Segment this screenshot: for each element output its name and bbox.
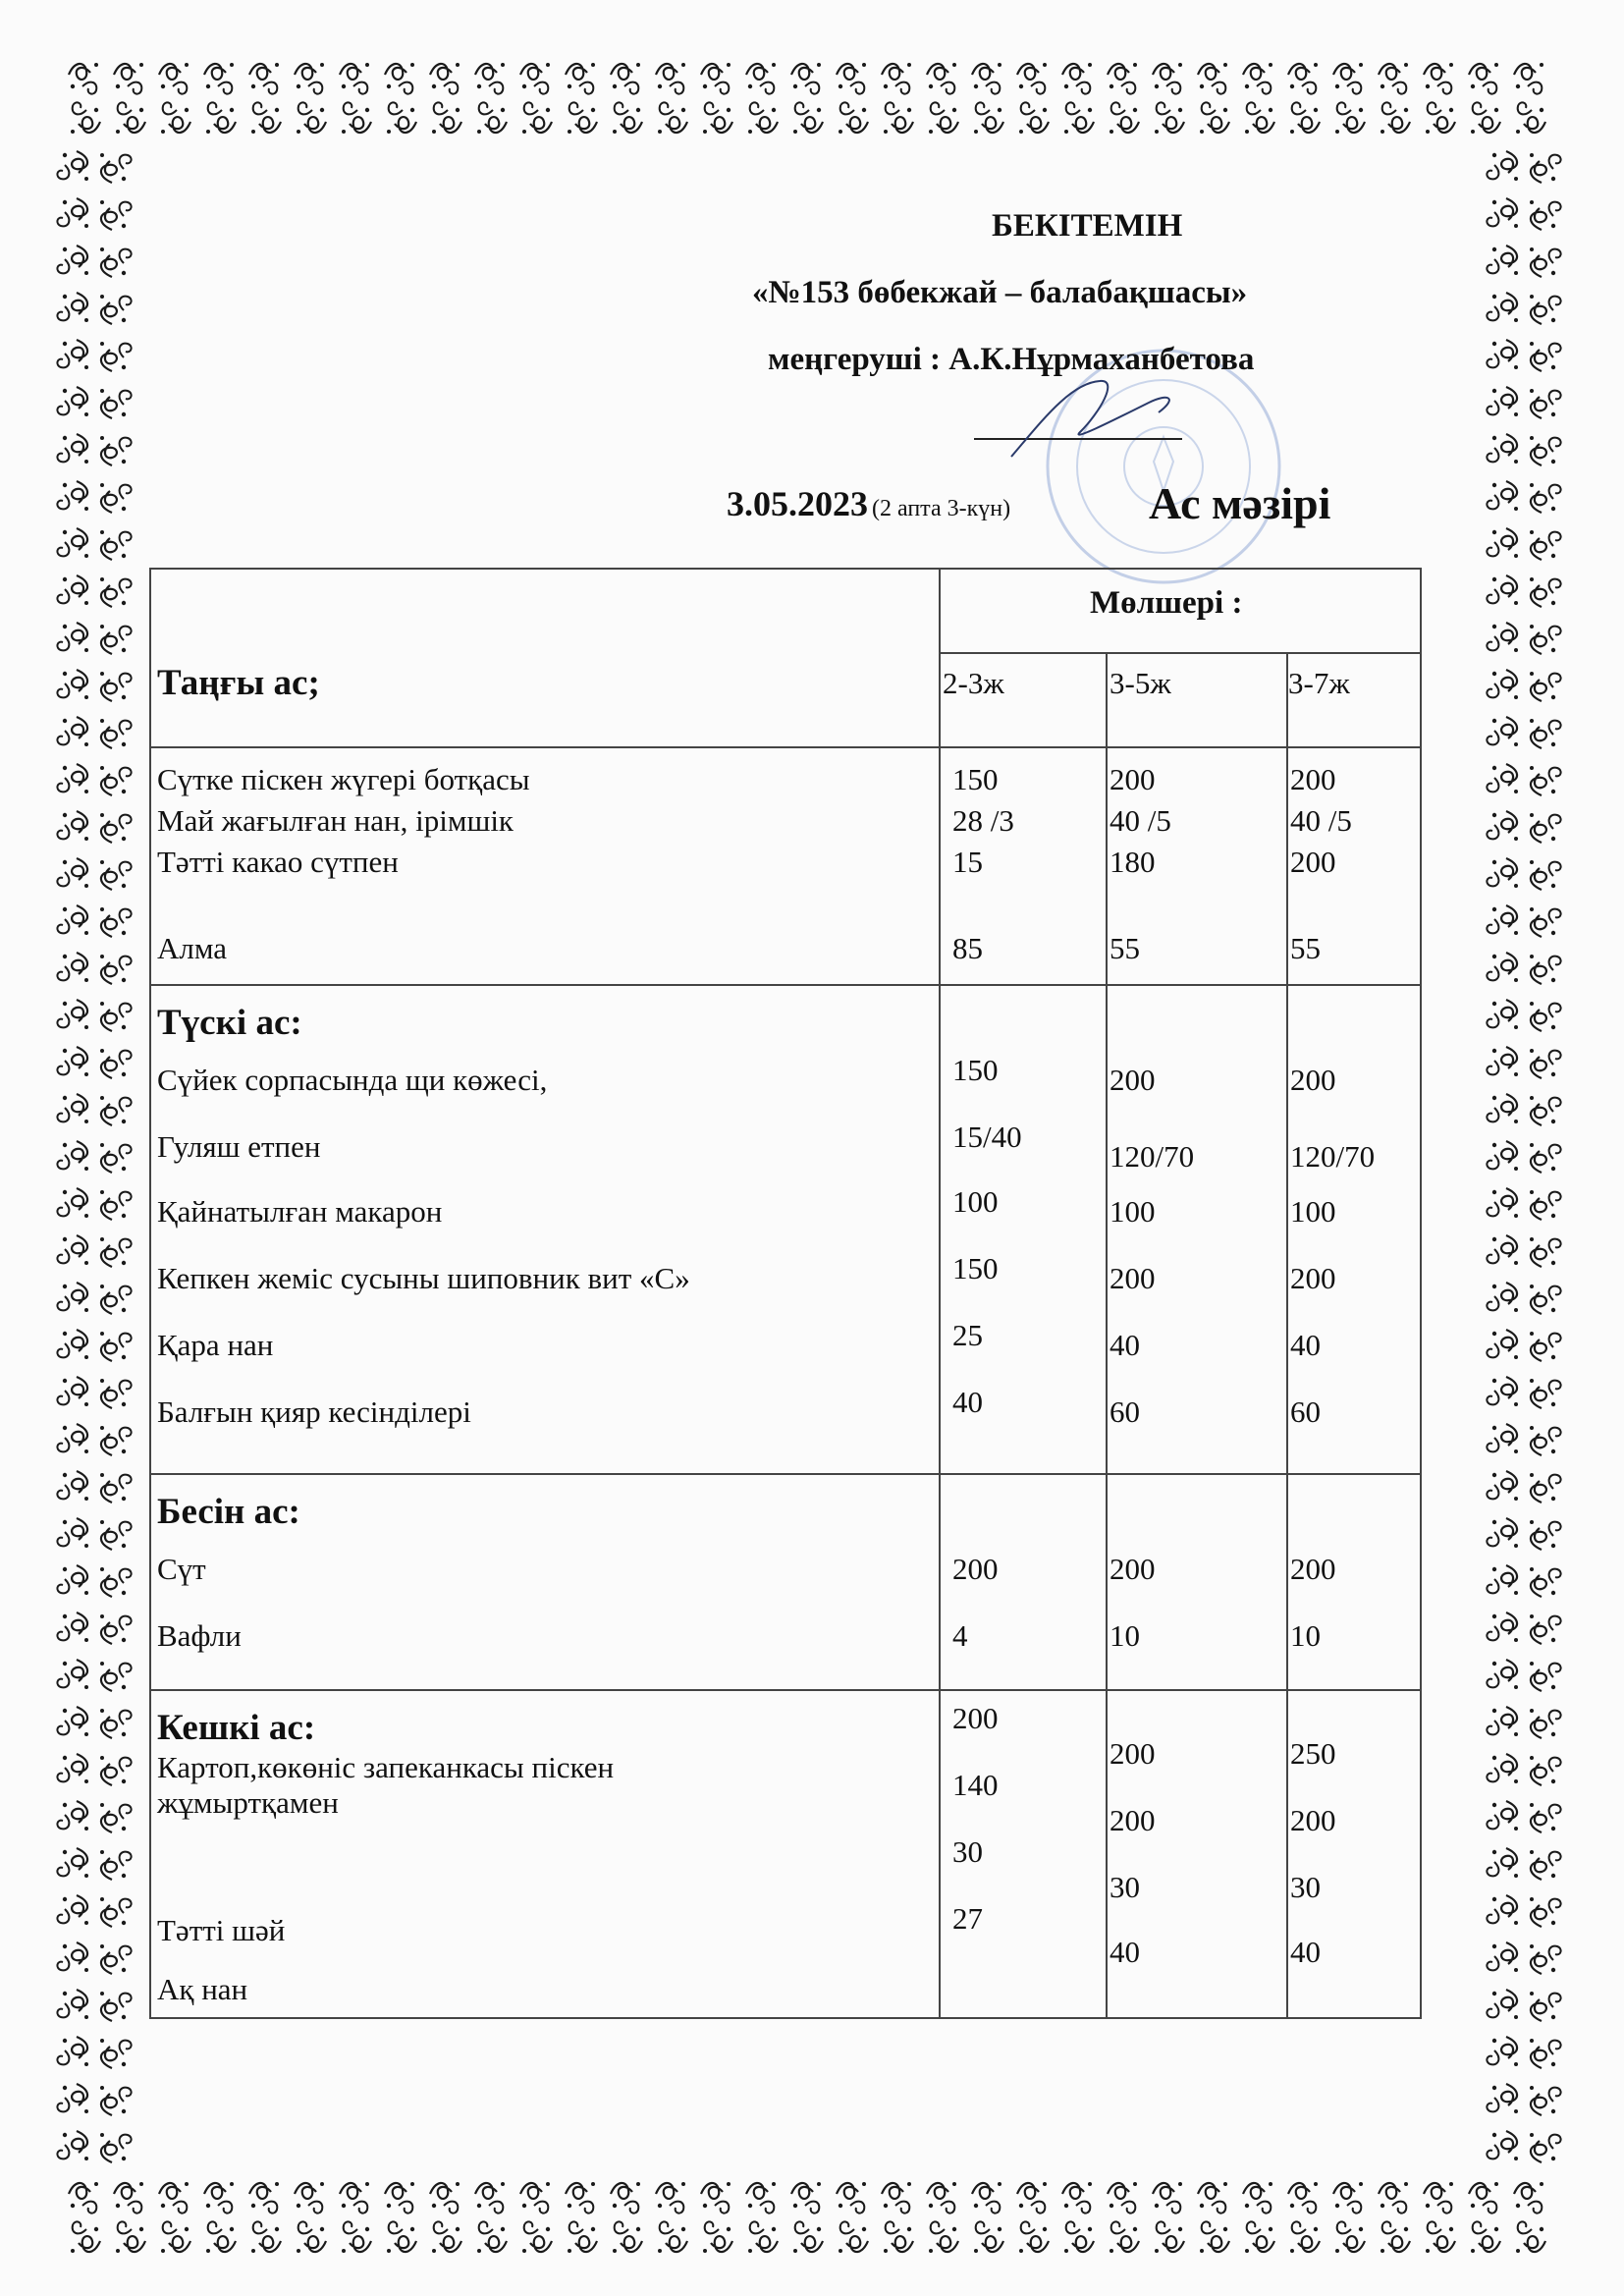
dinner-amount-3-7: 30: [1290, 1870, 1321, 1904]
lunch-amount-2-3: 150: [952, 1053, 999, 1087]
section-divider: [149, 1689, 1422, 1691]
amount-header: Мөлшері :: [1090, 585, 1243, 621]
lunch-amount-3-7: 200: [1290, 1261, 1336, 1295]
breakfast-amount-3-7: 40 /5: [1290, 803, 1352, 838]
breakfast-item-name: Тәтті какао сүтпен: [157, 845, 399, 879]
section-divider: [149, 984, 1422, 986]
table-border-bottom: [149, 2017, 1422, 2019]
table-border-top: [149, 568, 1422, 570]
afternoon-snack-amount-3-5: 10: [1110, 1618, 1140, 1653]
section-divider: [149, 746, 1422, 748]
dinner-amount-3-5: 30: [1110, 1870, 1140, 1904]
breakfast-amount-2-3: 150: [952, 762, 999, 796]
handwritten-signature: [982, 363, 1198, 471]
age-group-3-5: 3-5ж: [1110, 666, 1171, 700]
lunch-amount-3-5: 40: [1110, 1328, 1140, 1362]
age-group-2-3: 2-3ж: [943, 666, 1004, 700]
dinner-amount-3-5: 200: [1110, 1803, 1156, 1837]
afternoon-snack-amount-3-7: 10: [1290, 1618, 1321, 1653]
lunch-amount-3-7: 200: [1290, 1063, 1336, 1097]
afternoon-snack-amount-2-3: 200: [952, 1552, 999, 1586]
age-group-3-7: 3-7ж: [1288, 666, 1350, 700]
approval-heading: БЕКІТЕМІН: [992, 208, 1183, 244]
dinner-amount-2-3: 140: [952, 1768, 999, 1802]
dinner-amount-3-5: 200: [1110, 1736, 1156, 1771]
menu-title: Ас мәзірі: [1149, 478, 1331, 528]
breakfast-amount-3-5: 180: [1110, 845, 1156, 879]
lunch-amount-2-3: 100: [952, 1184, 999, 1219]
organization-name: «№153 бөбекжай – балабақшасы»: [752, 275, 1248, 310]
dinner-item-name: Ақ нан: [157, 1972, 248, 2006]
dinner-item-name-cont: жұмыртқамен: [157, 1785, 339, 1820]
dinner-amount-2-3: 200: [952, 1701, 999, 1735]
breakfast-amount-2-3: 15: [952, 845, 983, 879]
breakfast-amount-3-5: 200: [1110, 762, 1156, 796]
column-divider: [1286, 652, 1288, 2019]
lunch-amount-2-3: 15/40: [952, 1120, 1022, 1154]
table-border-right: [1420, 568, 1422, 2019]
dinner-item-name: Тәтті шәй: [157, 1913, 286, 1947]
lunch-amount-3-7: 60: [1290, 1394, 1321, 1429]
lunch-item-name: Қара нан: [157, 1328, 274, 1362]
breakfast-amount-3-7: 200: [1290, 762, 1336, 796]
breakfast-amount-2-3: 85: [952, 931, 983, 965]
afternoon-snack-title: Бесін ас:: [157, 1492, 300, 1532]
afternoon-snack-item-name: Вафли: [157, 1618, 242, 1653]
dinner-amount-3-5: 40: [1110, 1935, 1140, 1969]
afternoon-snack-item-name: Сүт: [157, 1552, 206, 1586]
lunch-title: Түскі ас:: [157, 1003, 302, 1043]
lunch-amount-3-7: 40: [1290, 1328, 1321, 1362]
director-name: меңгеруші : А.К.Нұрмаханбетова: [768, 342, 1255, 377]
dinner-amount-3-7: 250: [1290, 1736, 1336, 1771]
lunch-item-name: Гуляш етпен: [157, 1129, 321, 1164]
afternoon-snack-amount-3-7: 200: [1290, 1552, 1336, 1586]
breakfast-item-name: Алма: [157, 931, 228, 965]
breakfast-amount-3-7: 200: [1290, 845, 1336, 879]
lunch-item-name: Кепкен жеміс сусыны шиповник вит «С»: [157, 1261, 690, 1295]
afternoon-snack-amount-3-5: 200: [1110, 1552, 1156, 1586]
column-divider: [939, 568, 941, 2019]
breakfast-amount-3-7: 55: [1290, 931, 1321, 965]
dinner-item-name: Картоп,көкөніс запеканкасы піскен: [157, 1750, 615, 1784]
dinner-title: Кешкі ас:: [157, 1708, 316, 1748]
header-divider: [939, 652, 1422, 654]
breakfast-item-name: Май жағылған нан, ірімшік: [157, 803, 514, 838]
lunch-amount-3-7: 100: [1290, 1194, 1336, 1229]
afternoon-snack-amount-2-3: 4: [952, 1618, 968, 1653]
lunch-amount-3-7: 120/70: [1290, 1139, 1376, 1174]
lunch-amount-2-3: 40: [952, 1385, 983, 1419]
date-line: [727, 483, 1010, 524]
lunch-amount-3-5: 200: [1110, 1261, 1156, 1295]
lunch-item-name: Сүйек сорпасында щи көжесі,: [157, 1063, 548, 1097]
dinner-amount-2-3: 27: [952, 1901, 983, 1936]
lunch-amount-3-5: 60: [1110, 1394, 1140, 1429]
week-day-note: (2 апта 3-күн): [872, 496, 1011, 521]
dinner-amount-3-7: 200: [1290, 1803, 1336, 1837]
breakfast-item-name: Сүтке піскен жүгері ботқасы: [157, 762, 530, 796]
section-divider: [149, 1473, 1422, 1475]
breakfast-amount-3-5: 40 /5: [1110, 803, 1171, 838]
dinner-amount-2-3: 30: [952, 1834, 983, 1869]
lunch-item-name: Қайнатылған макарон: [157, 1194, 443, 1229]
lunch-item-name: Балғын қияр кесінділері: [157, 1394, 471, 1429]
lunch-amount-3-5: 120/70: [1110, 1139, 1195, 1174]
menu-table: [149, 568, 1422, 2019]
lunch-amount-3-5: 100: [1110, 1194, 1156, 1229]
lunch-amount-2-3: 150: [952, 1251, 999, 1285]
lunch-amount-3-5: 200: [1110, 1063, 1156, 1097]
breakfast-title: Таңғы ас;: [157, 663, 320, 703]
lunch-amount-2-3: 25: [952, 1318, 983, 1352]
table-border-left: [149, 568, 151, 2019]
dinner-amount-3-7: 40: [1290, 1935, 1321, 1969]
breakfast-amount-2-3: 28 /3: [952, 803, 1014, 838]
column-divider: [1106, 652, 1108, 2019]
breakfast-amount-3-5: 55: [1110, 931, 1140, 965]
menu-date: 3.05.2023: [727, 484, 868, 523]
